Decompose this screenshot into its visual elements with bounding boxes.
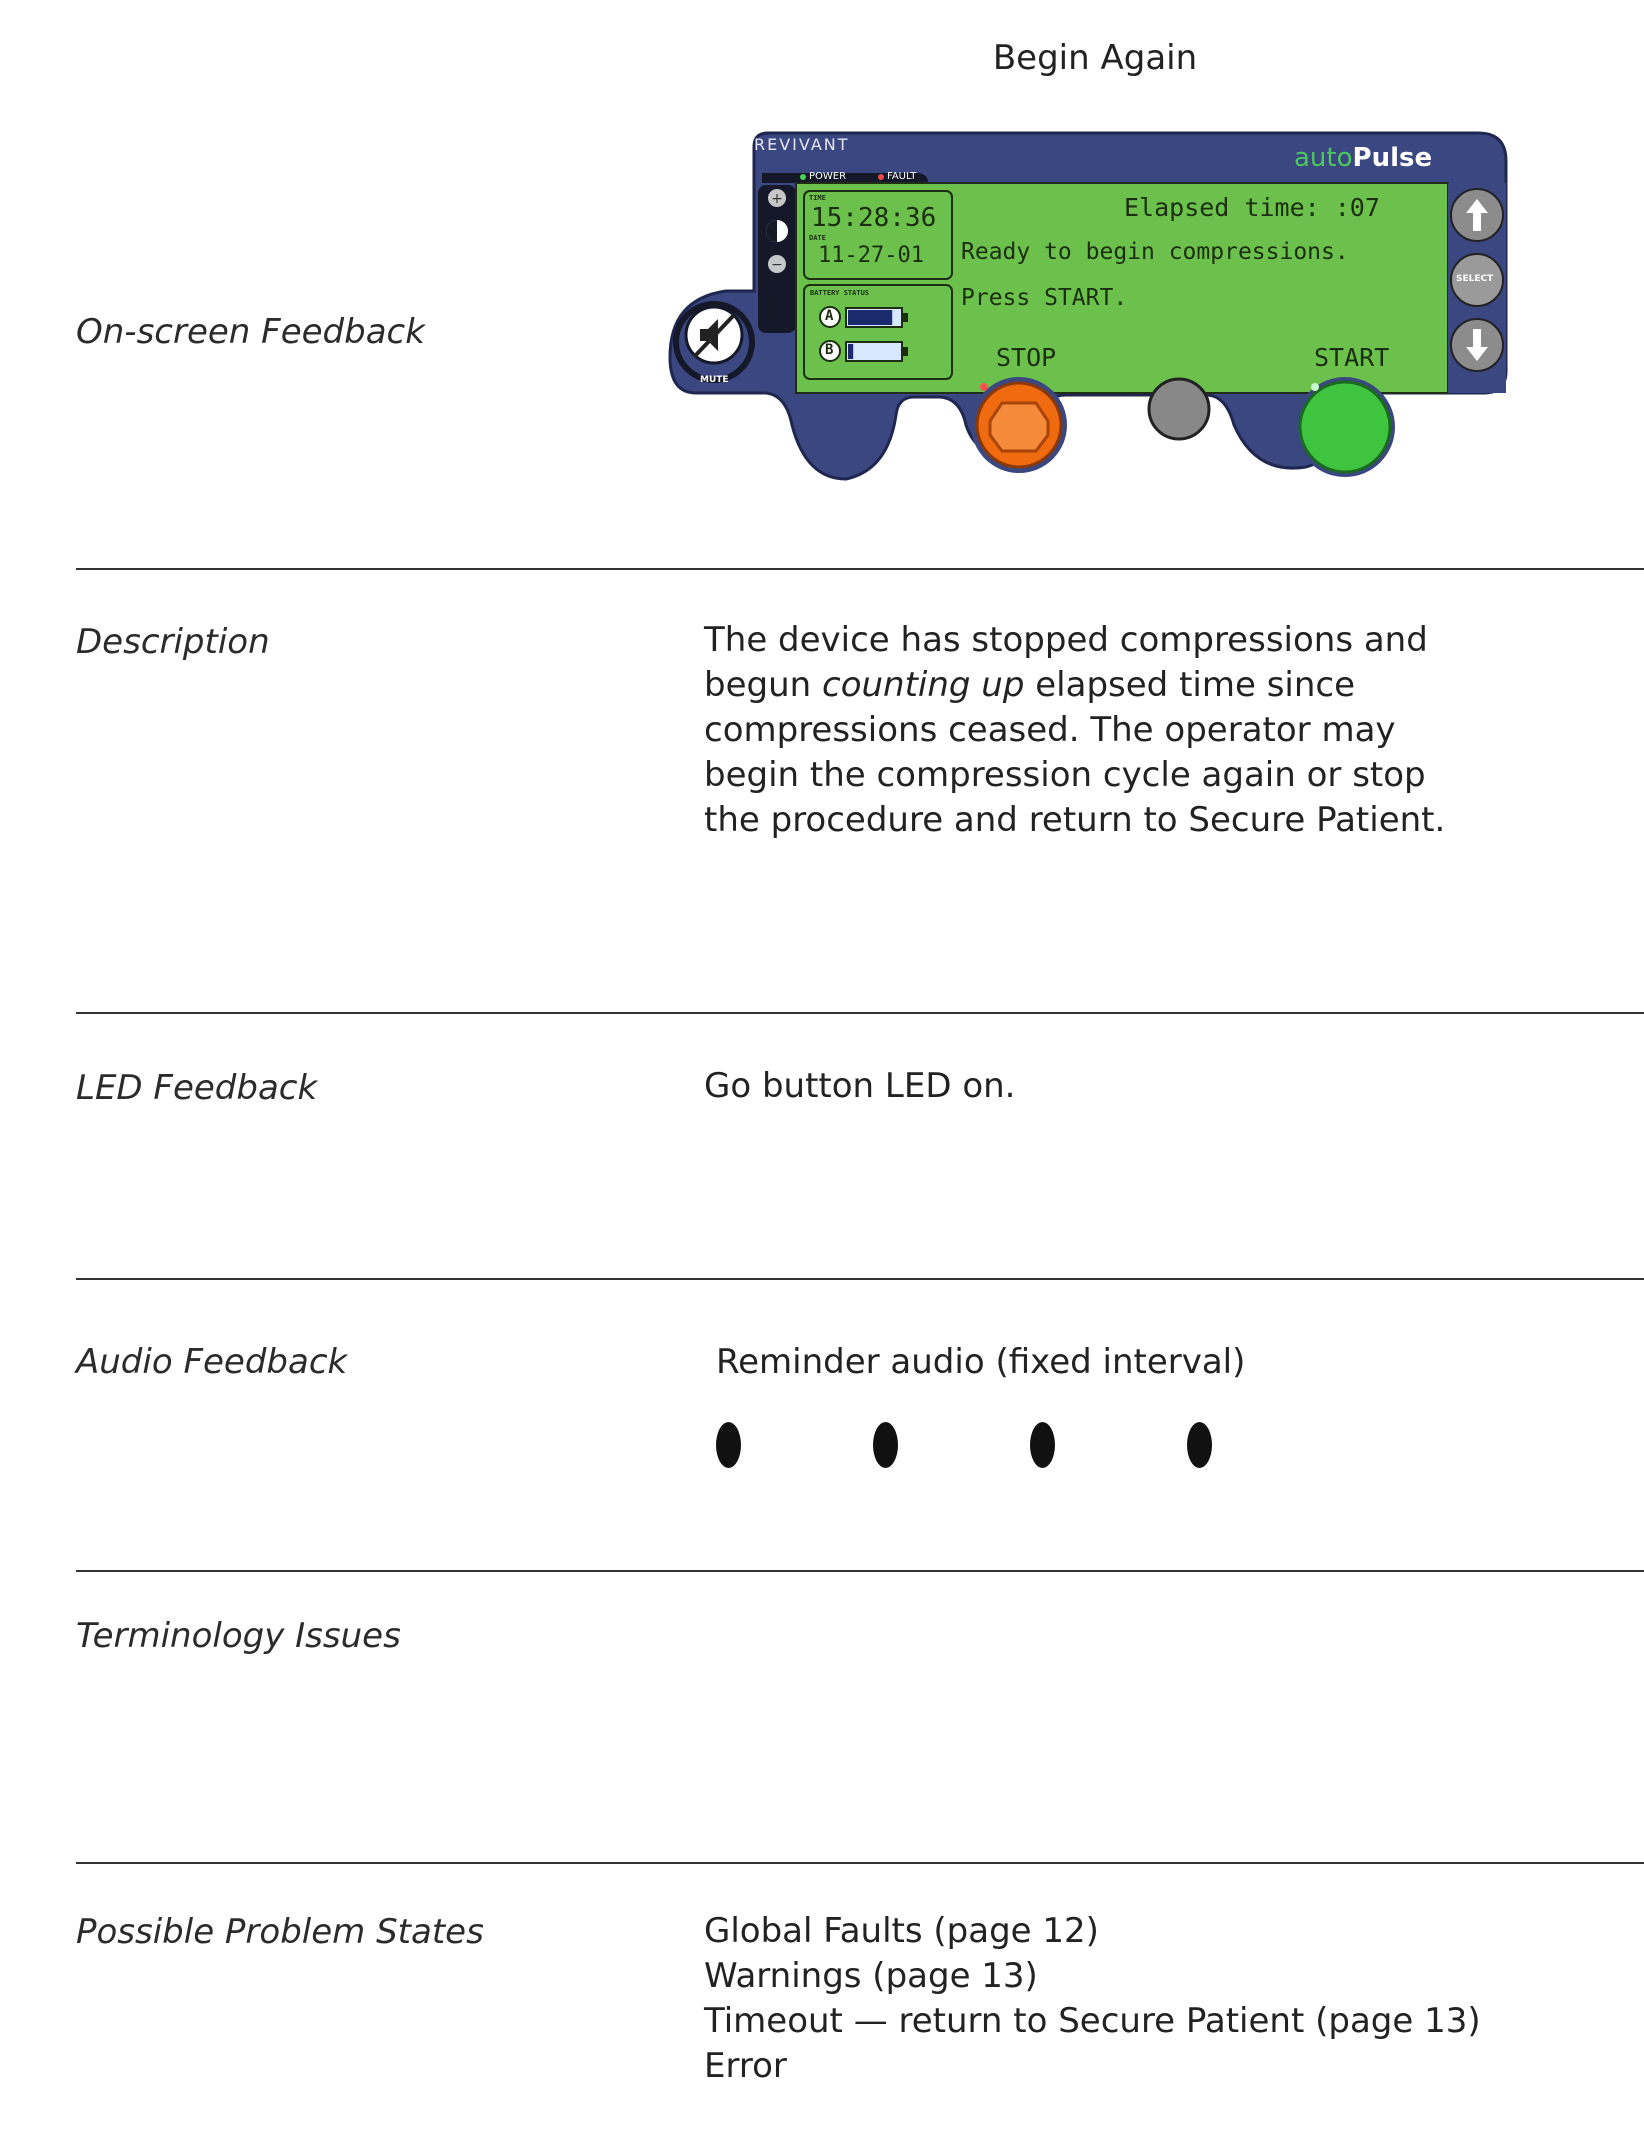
- beep-dot: [1187, 1422, 1212, 1468]
- problem-state-item: Error: [704, 2046, 787, 2086]
- onscreen-feedback-label: On-screen Feedback: [76, 312, 425, 352]
- led-feedback-text: Go button LED on.: [704, 1066, 1016, 1106]
- product-logo: [1294, 145, 1432, 171]
- svg-text:+: +: [771, 191, 783, 207]
- product-logo-suffix: Pulse: [1352, 143, 1433, 173]
- divider: [76, 568, 1644, 570]
- power-label: POWER: [809, 171, 847, 182]
- battery-b-icon: [846, 342, 902, 361]
- power-led-icon: [800, 174, 806, 180]
- start-softkey-label: START: [1314, 343, 1390, 372]
- terminology-issues-label: Terminology Issues: [76, 1616, 401, 1656]
- clock-date: 11-27-01: [818, 243, 924, 268]
- mute-label: MUTE: [700, 375, 729, 385]
- battery-a-label: A: [825, 308, 834, 324]
- svg-text:−: −: [771, 257, 783, 273]
- beep-dot: [1030, 1422, 1055, 1468]
- lcd-message-line-1: Ready to begin compressions.: [961, 239, 1349, 265]
- audio-feedback-text: Reminder audio (fixed interval): [716, 1342, 1246, 1382]
- problem-state-item: Timeout — return to Secure Patient (page 13): [704, 2001, 1481, 2041]
- problem-state-item: Warnings (page 13): [704, 1956, 1038, 1996]
- start-button-icon: [1300, 382, 1390, 472]
- description-text-end: elapsed time since compressions ceased. The operator may begin the compression cycle again or stop the procedure and return to Secure Patient.: [704, 665, 1446, 840]
- description-text-start: The device has stopped compressions and begun: [704, 620, 1428, 705]
- brand-logo: REVIVANT: [754, 135, 850, 154]
- page-title: Begin Again: [992, 38, 1198, 78]
- select-label: SELECT: [1456, 274, 1494, 284]
- beep-dot: [873, 1422, 898, 1468]
- middle-button-icon: [1149, 379, 1209, 439]
- beep-dot: [716, 1422, 741, 1468]
- led-feedback-label: LED Feedback: [76, 1068, 318, 1108]
- stop-led-icon: [980, 383, 988, 391]
- divider: [76, 1278, 1644, 1280]
- autopulse-device-panel: [666, 125, 1516, 500]
- lcd-message-line-2: Press START.: [961, 285, 1128, 311]
- elapsed-time: Elapsed time: :07: [1124, 193, 1380, 222]
- fault-label: FAULT: [887, 171, 917, 182]
- battery-status-label: BATTERY STATUS: [810, 289, 870, 297]
- battery-b-label: B: [825, 342, 834, 358]
- problem-states-label: Possible Problem States: [76, 1912, 484, 1952]
- clock-time: 15:28:36: [811, 203, 937, 233]
- time-label: TIME: [809, 194, 826, 202]
- problem-state-item: Global Faults (page 12): [704, 1911, 1099, 1951]
- product-logo-prefix: auto: [1294, 143, 1353, 173]
- date-label: DATE: [809, 234, 826, 242]
- audio-feedback-label: Audio Feedback: [76, 1342, 348, 1382]
- device-graphic: [666, 125, 1516, 500]
- divider: [76, 1862, 1644, 1864]
- divider: [76, 1570, 1644, 1572]
- divider: [76, 1012, 1644, 1014]
- description-text-emphasis: counting up: [822, 665, 1025, 705]
- stop-softkey-label: STOP: [996, 343, 1057, 372]
- problem-states-list: [704, 1909, 1481, 2089]
- description-text: [704, 618, 1484, 843]
- go-led-icon: [1311, 383, 1319, 391]
- fault-led-icon: [878, 174, 884, 180]
- description-label: Description: [76, 622, 270, 662]
